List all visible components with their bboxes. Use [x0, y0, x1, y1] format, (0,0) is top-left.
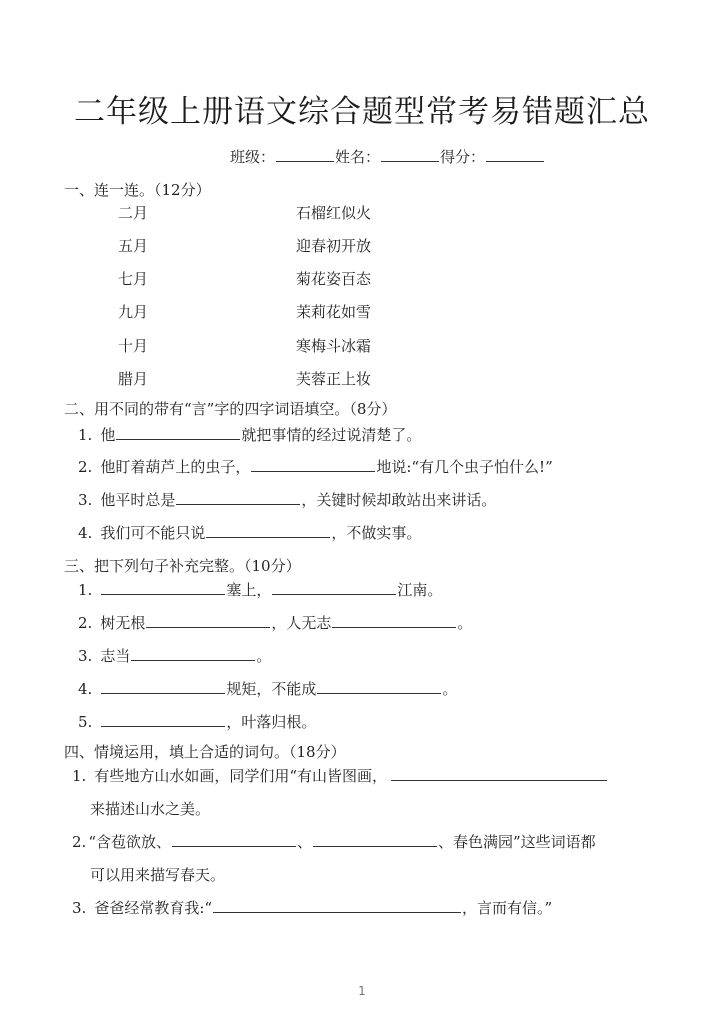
- answer-blank[interactable]: [101, 580, 225, 595]
- month-item: 七月: [118, 270, 149, 288]
- student-info-line: [230, 146, 545, 167]
- flower-item: 寒梅斗冰霜: [296, 337, 372, 355]
- flower-item: 茉莉花如雪: [296, 303, 372, 321]
- answer-blank[interactable]: [213, 898, 461, 913]
- month-item: 十月: [118, 337, 149, 355]
- score-label: 得分：: [440, 148, 486, 166]
- answer-blank[interactable]: [391, 766, 607, 781]
- month-item: 腊月: [118, 370, 149, 388]
- question-2-3: 3. 他平时总是 ，关键时候却敢站出来讲话。: [78, 491, 497, 509]
- question-4-1-line1: 1. 有些地方山水如画，同学们用“有山皆图画，: [72, 765, 608, 786]
- month-item: 九月: [118, 303, 149, 321]
- flower-item: 菊花姿百态: [296, 270, 372, 288]
- month-item: 五月: [118, 237, 149, 255]
- name-blank[interactable]: [381, 147, 439, 162]
- question-3-4: 4. 规矩，不能成 。: [78, 680, 458, 698]
- answer-blank[interactable]: [116, 425, 240, 440]
- answer-blank[interactable]: [317, 679, 441, 694]
- section-1-heading: 一、连一连。（12分）: [64, 181, 211, 199]
- answer-blank[interactable]: [101, 679, 225, 694]
- question-3-5: 5. ，叶落归根。: [78, 713, 317, 731]
- question-4-3: 3. 爸爸经常教育我:“ ，言而有信。”: [72, 899, 553, 917]
- question-3-2: 2. 树无根 ，人无志 。: [78, 614, 473, 632]
- answer-blank[interactable]: [176, 490, 300, 505]
- flower-item: 石榴红似火: [296, 204, 372, 222]
- page-number: 1: [358, 984, 366, 998]
- answer-blank[interactable]: [101, 712, 225, 727]
- class-blank[interactable]: [276, 147, 334, 162]
- flower-item: 芙蓉正上妆: [296, 370, 372, 388]
- name-label: 姓名：: [335, 148, 381, 166]
- section-3-heading: 三、把下列句子补充完整。（10分）: [64, 557, 301, 575]
- answer-blank[interactable]: [172, 832, 296, 847]
- question-2-2: 2. 他盯着葫芦上的虫子， 地说:“有几个虫子怕什么!”: [78, 458, 553, 476]
- question-4-2-line1: 2. “含苞欲放、 、 、春色满园”这些词语都: [72, 833, 596, 851]
- answer-blank[interactable]: [272, 580, 396, 595]
- question-3-3: 3. 志当 。: [78, 647, 272, 665]
- question-2-4: 4. 我们可不能只说 ，不做实事。: [78, 524, 422, 542]
- score-blank[interactable]: [486, 147, 544, 162]
- question-2-1: 1. 他 就把事情的经过说清楚了。: [78, 426, 422, 444]
- answer-blank[interactable]: [313, 832, 437, 847]
- question-3-1: 1. 塞上， 江南。: [78, 581, 443, 599]
- question-4-1-line2: 来描述山水之美。: [90, 800, 211, 818]
- section-2-heading: 二、用不同的带有“言”字的四字词语填空。（8分）: [64, 400, 397, 418]
- answer-blank[interactable]: [131, 646, 255, 661]
- month-item: 二月: [118, 204, 149, 222]
- flower-item: 迎春初开放: [296, 237, 372, 255]
- answer-blank[interactable]: [146, 613, 270, 628]
- document-title: 二年级上册语文综合题型常考易错题汇总: [74, 94, 650, 130]
- answer-blank[interactable]: [251, 457, 375, 472]
- class-label: 班级：: [230, 148, 276, 166]
- section-4-heading: 四、情境运用，填上合适的词句。（18分）: [64, 743, 346, 761]
- answer-blank[interactable]: [332, 613, 456, 628]
- answer-blank[interactable]: [206, 523, 330, 538]
- question-4-2-line2: 可以用来描写春天。: [90, 866, 226, 884]
